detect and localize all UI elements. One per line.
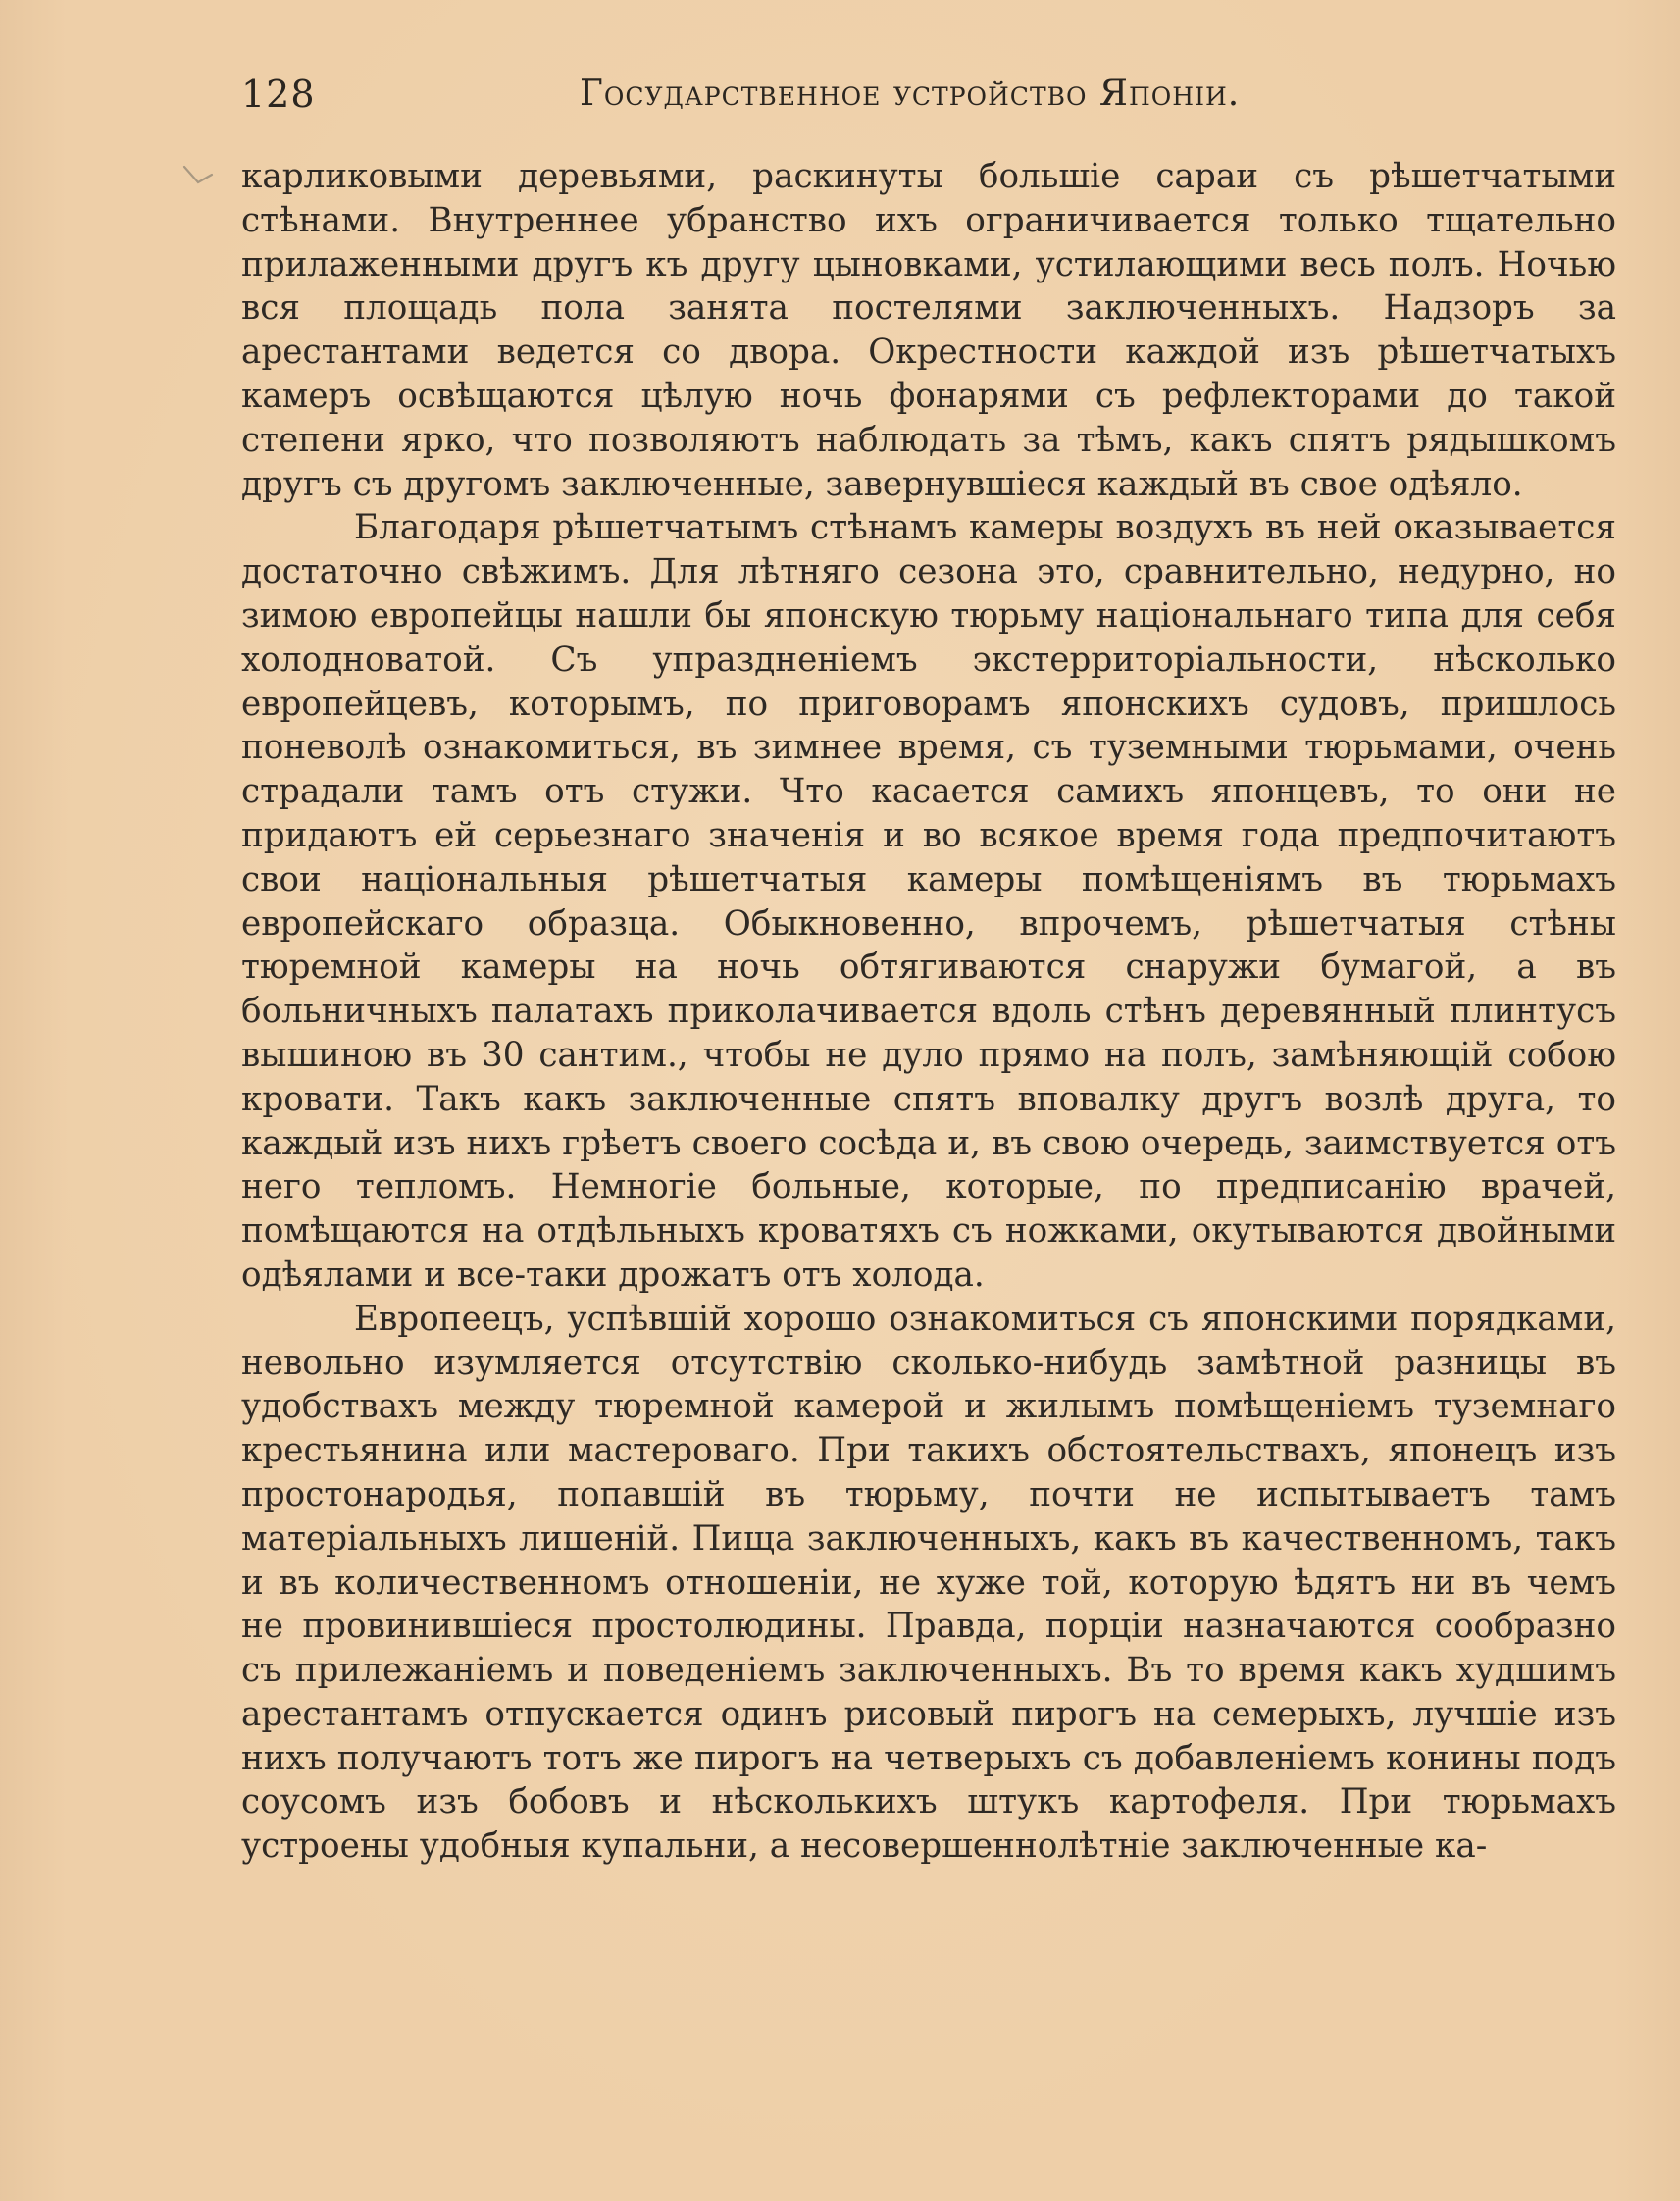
- paragraph: Европеецъ, успѣвшій хорошо ознакомиться съ японскими порядками, невольно изумляется отсутствію сколько-нибудь замѣтной разницы въ удобствахъ между тюремной камерой и жилымъ помѣщеніемъ туземнаго крестьянина или мастероваго. При такихъ обстоятельствахъ, японецъ изъ простонародья, попавшій въ тюрьму, почти не испытываетъ тамъ матеріальныхъ лишеній. Пища заключенныхъ, какъ въ качественномъ, такъ и въ количественномъ отношеніи, не хуже той, которую ѣдятъ ни въ чемъ не провинившіеся простолюдины. Правда, порціи назначаются сообразно съ прилежаніемъ и поведеніемъ заключенныхъ. Въ то время какъ худшимъ арестантамъ отпускается одинъ рисовый пирогъ на семерыхъ, лучшіе изъ нихъ получаютъ тотъ же пирогъ на четверыхъ съ добавленіемъ конины подъ соусомъ изъ бобовъ и нѣсколькихъ штукъ картофеля. При тюрьмахъ устроены удобныя купальни, а несовершеннолѣтніе заключенные ка-: [241, 1299, 1616, 1867]
- margin-pencil-mark: [182, 165, 214, 190]
- page-header: [241, 69, 1516, 120]
- paragraph: карликовыми деревьями, раскинуты большіе сараи съ рѣшетчатыми стѣнами. Внутреннее убранство ихъ ограничивается только тщательно прилаженными другъ къ другу цыновками, устилающими весь полъ. Ночью вся площадь пола занята постелями заключенныхъ. Надзоръ за арестантами ведется со двора. Окрестности каждой изъ рѣшетчатыхъ камеръ освѣщаются цѣлую ночь фонарями съ рефлекторами до такой степени ярко, что позволяютъ наблюдать за тѣмъ, какъ спятъ рядышкомъ другъ съ другомъ заключенные, завернувшіеся каждый въ свое одѣяло.: [241, 157, 1616, 504]
- paragraph: Благодаря рѣшетчатымъ стѣнамъ камеры воздухъ въ ней оказывается достаточно свѣжимъ. Для лѣтняго сезона это, сравнительно, недурно, но зимою европейцы нашли бы японскую тюрьму національнаго типа для себя холодноватой. Съ упраздненіемъ экстерриторіальности, нѣсколько европейцевъ, которымъ, по приговорамъ японскихъ судовъ, пришлось поневолѣ ознакомиться, въ зимнее время, съ туземными тюрьмами, очень страдали тамъ отъ стужи. Что касается самихъ японцевъ, то они не придаютъ ей серьезнаго значенія и во всякое время года предпочитаютъ свои національныя рѣшетчатыя камеры помѣщеніямъ въ тюрьмахъ европейскаго образца. Обыкновенно, впрочемъ, рѣшетчатыя стѣны тюремной камеры на ночь обтягиваются снаружи бумагой, а въ больничныхъ палатахъ приколачивается вдоль стѣнъ деревянный плинтусъ вышиною въ 30 сантим., чтобы не дуло прямо на полъ, замѣняющій собою кровати. Такъ какъ заключенные спятъ вповалку другъ возлѣ друга, то каждый изъ нихъ грѣетъ своего сосѣда и, въ свою очередь, заимствуется отъ него тепломъ. Немногіе больные, которые, по предписанію врачей, помѣщаются на отдѣльныхъ кроватяхъ съ ножками, окутываются двойными одѣялами и все-таки дрожатъ отъ холода.: [241, 508, 1616, 1295]
- running-title: Государственное устройство Японіи.: [580, 74, 1241, 114]
- page-number: 128: [241, 73, 316, 116]
- body-text: [241, 155, 1616, 1868]
